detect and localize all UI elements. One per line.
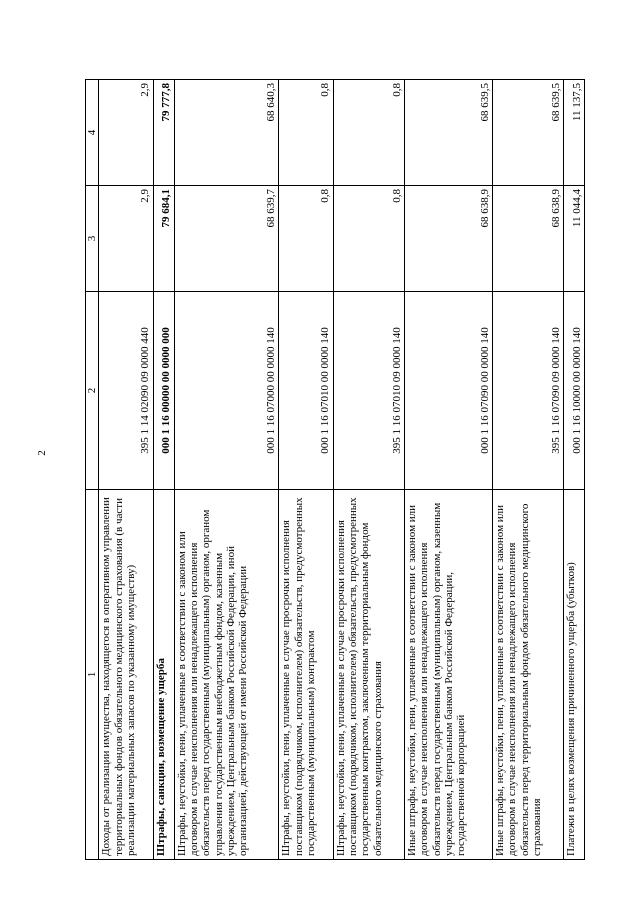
row-value-col3: 68 639,7 (174, 186, 279, 292)
row-code: 000 1 16 10000 00 0000 140 (564, 292, 585, 490)
row-value-col3: 2,9 (99, 186, 153, 292)
row-value-col3: 68 638,9 (492, 186, 563, 292)
rotated-table-container (85, 80, 585, 860)
row-value-col3: 0,8 (279, 186, 333, 292)
row-value-col4: 2,9 (99, 80, 153, 186)
row-value-col3: 11 044,4 (564, 186, 585, 292)
column-number-row (86, 80, 99, 860)
row-code: 395 1 16 07090 09 0000 140 (492, 292, 563, 490)
row-code: 000 1 16 00000 00 0000 000 (153, 292, 174, 490)
column-number: 1 (86, 490, 99, 860)
row-value-col3: 68 638,9 (404, 186, 492, 292)
column-number: 2 (86, 292, 99, 490)
row-name: Иные штрафы, неустойки, пени, уплаченные в соответствии с законом или договором в случае неисполнения или ненадлежащего исполнения обязательств перед территориальным фондом обязательного медицинского страхования (492, 490, 563, 860)
row-value-col4: 68 639,5 (492, 80, 563, 186)
row-code: 000 1 16 07010 00 0000 140 (279, 292, 333, 490)
row-name: Штрафы, неустойки, пени, уплаченные в случае просрочки исполнения поставщиком (подрядчиком, исполнителем) обязательств, предусмотренных государственным (муниципальным) контрактом (279, 490, 333, 860)
revenue-table (85, 79, 585, 860)
table-row (174, 80, 279, 860)
table-row (153, 80, 174, 860)
table-row (333, 80, 404, 860)
row-code: 000 1 16 07000 00 0000 140 (174, 292, 279, 490)
table-row (404, 80, 492, 860)
row-value-col4: 68 640,3 (174, 80, 279, 186)
row-name: Штрафы, неустойки, пени, уплаченные в случае просрочки исполнения поставщиком (подрядчиком, исполнителем) обязательств, предусмотренных государственным контрактом, заключенным территориальным фондом обязательного медицинского страхования (333, 490, 404, 860)
row-name: Штрафы, неустойки, пени, уплаченные в соответствии с законом или договором в случае неисполнения или ненадлежащего исполнения обязательств перед государственным (муниципальным) органом, органом управления государственным внебюджетным фондом, казенным учреждением, Центральным банком Российской Федерации, иной организацией, действующей от имени Российской Федерации (174, 490, 279, 860)
column-number: 3 (86, 186, 99, 292)
row-value-col4: 68 639,5 (404, 80, 492, 186)
row-value-col4: 0,8 (333, 80, 404, 186)
row-code: 395 1 16 07010 09 0000 140 (333, 292, 404, 490)
table-row (99, 80, 153, 860)
table-row (564, 80, 585, 860)
column-number: 4 (86, 80, 99, 186)
row-code: 395 1 14 02090 09 0000 440 (99, 292, 153, 490)
row-name: Доходы от реализации имущества, находящегося в оперативном управлении территориальных фондов обязательного медицинского страхования (в части реализации материальных запасов по указанному имуществу) (99, 490, 153, 860)
row-name: Платежи в целях возмещения причиненного ущерба (убытков) (564, 490, 585, 860)
table-row (492, 80, 563, 860)
row-name: Штрафы, санкции, возмещение ущерба (153, 490, 174, 860)
row-code: 000 1 16 07090 00 0000 140 (404, 292, 492, 490)
rotated-table-frame (85, 80, 585, 860)
row-name: Иные штрафы, неустойки, пени, уплаченные в соответствии с законом или договором в случае неисполнения или ненадлежащего исполнения обязательств перед государственным (муниципальным) органом, казенным учреждением, Центральным банком Российской Федерации, государственной корпорацией (404, 490, 492, 860)
page-number: 2 (36, 450, 48, 456)
table-body (99, 80, 585, 860)
row-value-col4: 0,8 (279, 80, 333, 186)
row-value-col3: 79 684,1 (153, 186, 174, 292)
row-value-col3: 0,8 (333, 186, 404, 292)
row-value-col4: 79 777,8 (153, 80, 174, 186)
row-value-col4: 11 137,5 (564, 80, 585, 186)
table-row (279, 80, 333, 860)
